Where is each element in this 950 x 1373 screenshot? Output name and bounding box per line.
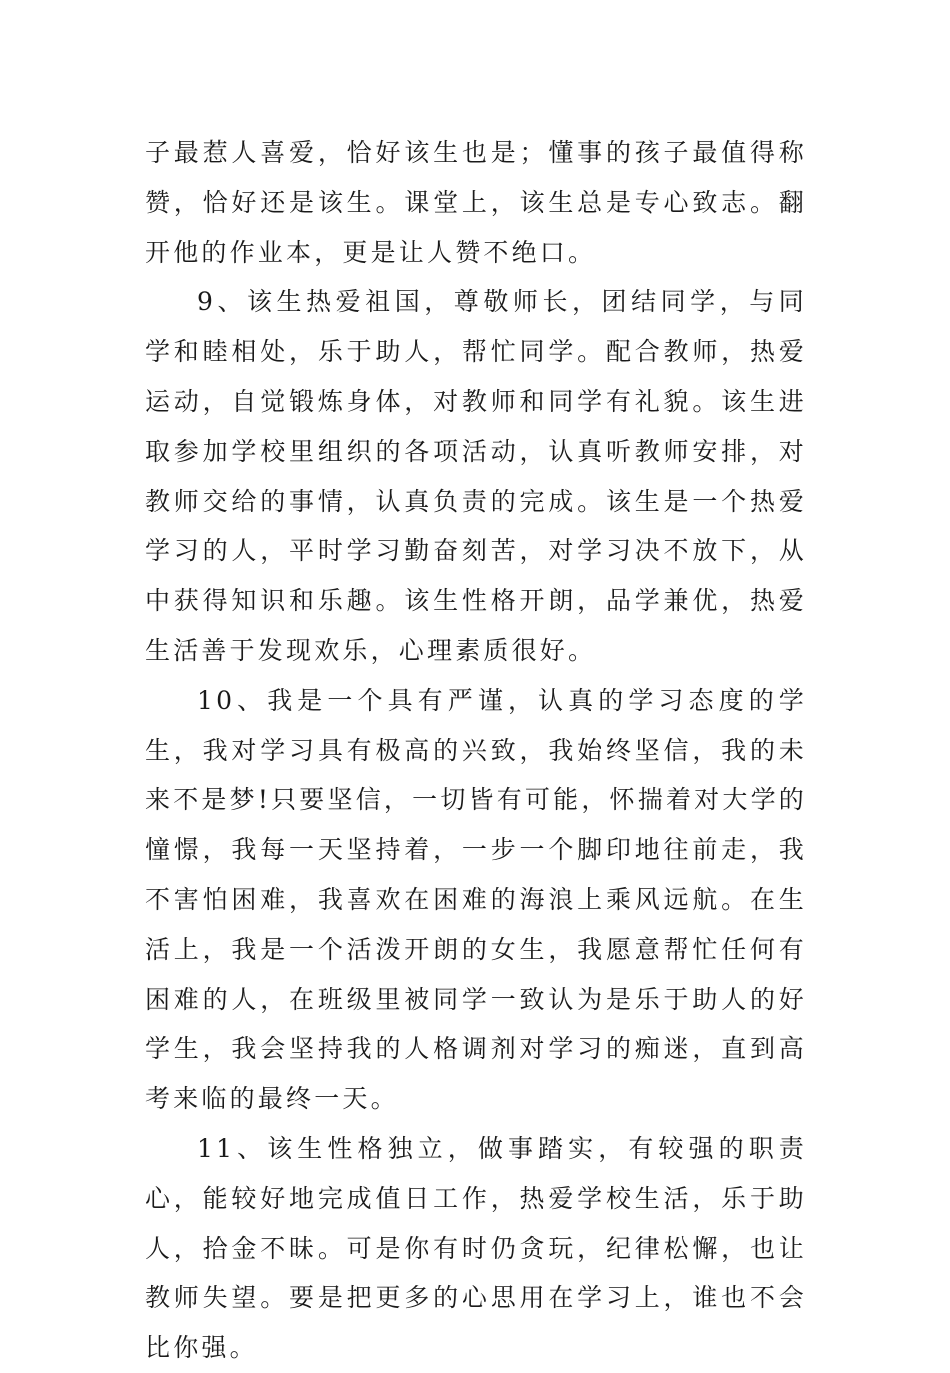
paragraph-item-11: 11、该生性格独立，做事踏实，有较强的职责心，能较好地完成值日工作，热爱学校生活，乐于助人，拾金不昧。可是你有时仍贪玩，纪律松懈，也让教师失望。要是把更多的心思用在学习上，谁也不会比你强。 [145, 1133, 807, 1363]
paragraph-continuation: 子最惹人喜爱，恰好该生也是；懂事的孩子最值得称赞，恰好还是该生。课堂上，该生总是专心致志。翻开他的作业本，更是让人赞不绝口。 [145, 138, 807, 267]
paragraph-item-9: 9、该生热爱祖国，尊敬师长，团结同学，与同学和睦相处，乐于助人，帮忙同学。配合教师，热爱运动，自觉锻炼身体，对教师和同学有礼貌。该生进取参加学校里组织的各项活动，认真听教师安排，对教师交给的事情，认真负责的完成。该生是一个热爱学习的人，平时学习勤奋刻苦，对学习决不放下，从中获得知识和乐趣。该生性格开朗，品学兼优，热爱生活善于发现欢乐，心理素质很好。 [145, 287, 807, 665]
document-body [145, 128, 807, 1373]
paragraph-item-10: 10、我是一个具有严谨，认真的学习态度的学生，我对学习具有极高的兴致，我始终坚信，我的未来不是梦!只要坚信，一切皆有可能，怀揣着对大学的憧憬，我每一天坚持着，一步一个脚印地往前走，我不害怕困难，我喜欢在困难的海浪上乘风远航。在生活上，我是一个活泼开朗的女生，我愿意帮忙任何有困难的人，在班级里被同学一致认为是乐于助人的好学生，我会坚持我的人格调剂对学习的痴迷，直到高考来临的最终一天。 [145, 685, 807, 1114]
